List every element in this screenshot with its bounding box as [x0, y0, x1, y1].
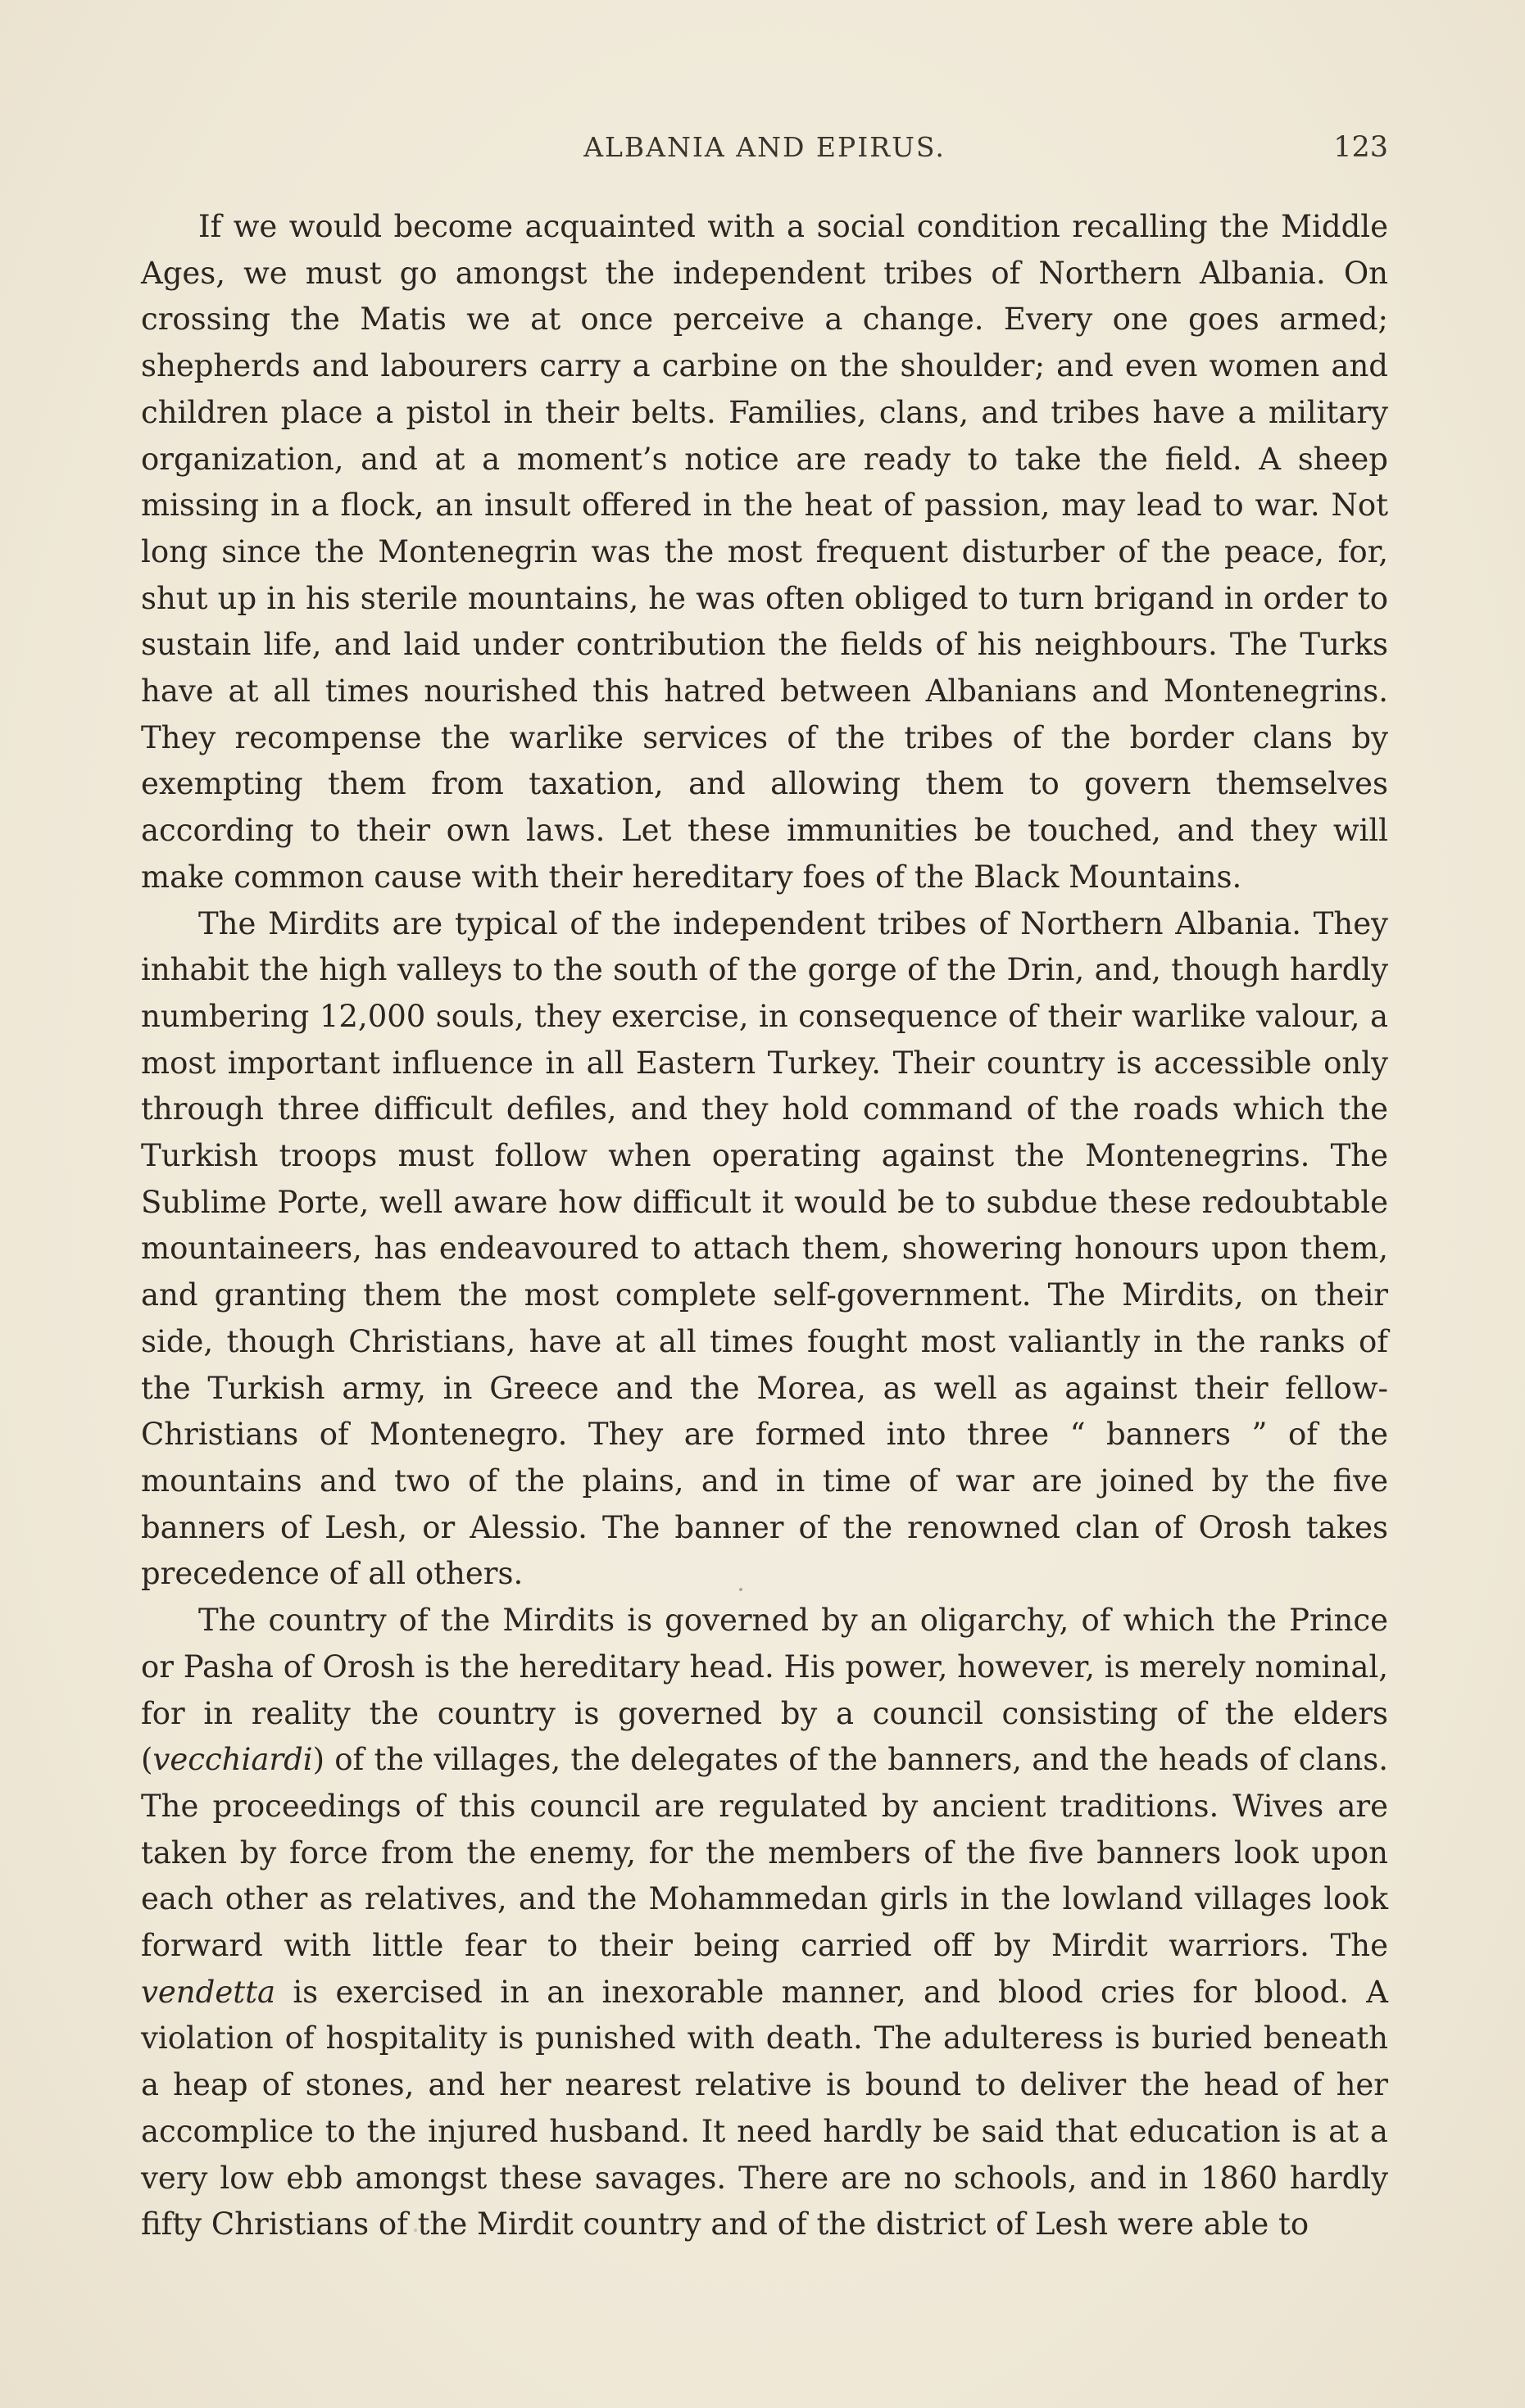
paragraph-1 [141, 204, 1388, 901]
text-run: The Mirdits are typical of the independent tribes of Northern Albania. They inhabit the high valleys to the south of the gorge of the Drin, and, though hardly numbering 12,000 souls, they exercise, in consequence of their warlike valour, a most important influence in all Eastern Turkey. Their country is accessible only through three difficult defiles, and they hold command of the roads which the Turkish troops must follow when operating against the Montenegrins. The Sublime Porte, well aware how difficult it would be to subdue these redoubtable mountaineers, has endeavoured to attach them, showering honours upon them, and granting them the most complete self-government. The Mirdits, on their side, though Christians, have at all times fought most valiantly in the ranks of the Turkish army, in Greece and the Morea, as well as against their fellow-Christians of Montenegro. They are formed into three “ banners ” of the mountains and two of the plains, and in time of war are joined by the five banners of Lesh, or Alessio. The banner of the renowned clan of Orosh takes precedence of all others. [141, 905, 1388, 1592]
text-run: is exercised in an inexorable manner, and blood cries for blood. A violation of hospitality is punished with death. The adulteress is buried beneath a heap of stones, and her nearest relative is bound to deliver the head of her accomplice to the injured husband. It need hardly be said that education is at a very low ebb amongst these savages. There are no schools, and in 1860 hardly fifty Christians of the Mirdit country and of the district of Lesh were able to [141, 1974, 1388, 2242]
running-title: ALBANIA AND EPIRUS. [583, 131, 946, 163]
running-head [141, 131, 1388, 172]
page-number: 123 [1333, 131, 1388, 164]
text-run: The country of the Mirdits is governed by an oligarchy, of which the Prince or Pasha of Orosh is the hereditary head. His power, however, is merely nominal, for in reality the country is governed by a council consisting of the elders ( [141, 1603, 1388, 1778]
text-run: ) of the villages, the delegates of the banners, and the heads of clans. The proceedings of this council are regulated by ancient traditions. Wives are taken by force from the enemy, for the members of the five banners look upon each other as relatives, and the Mohammedan girls in the lowland villages look forward with little fear to their being carried off by Mirdit warriors. The [141, 1742, 1388, 1964]
italic-term: vendetta [141, 1974, 276, 2010]
paragraph-2 [141, 901, 1388, 1599]
paper-speck [739, 1588, 742, 1591]
paragraph-3 [141, 1598, 1388, 2248]
italic-term: vecchiardi [152, 1742, 313, 1778]
text-run: If we would become acquainted with a social condition recalling the Middle Ages, we must go amongst the independent tribes of Northern Albania. On crossing the Matis we at once perceive a change. Every one goes armed; shepherds and labourers carry a carbine on the shoulder; and even women and children place a pistol in their belts. Families, clans, and tribes have a military organization, and at a moment’s notice are ready to take the field. A sheep missing in a flock, an insult offered in the heat of passion, may lead to war. Not long since the Montenegrin was the most frequent disturber of the peace, for, shut up in his sterile mountains, he was often obliged to turn brigand in order to sustain life, and laid under contribution the fields of his neighbours. The Turks have at all times nourished this hatred between Albanians and Montenegrins. They recompense the warlike services of the tribes of the border clans by exempting them from taxation, and allowing them to govern themselves according to their own laws. Let these immunities be touched, and they will make common cause with their hereditary foes of the Black Mountains. [141, 209, 1388, 895]
paper-speck [414, 2229, 417, 2232]
body-text [141, 204, 1388, 2248]
